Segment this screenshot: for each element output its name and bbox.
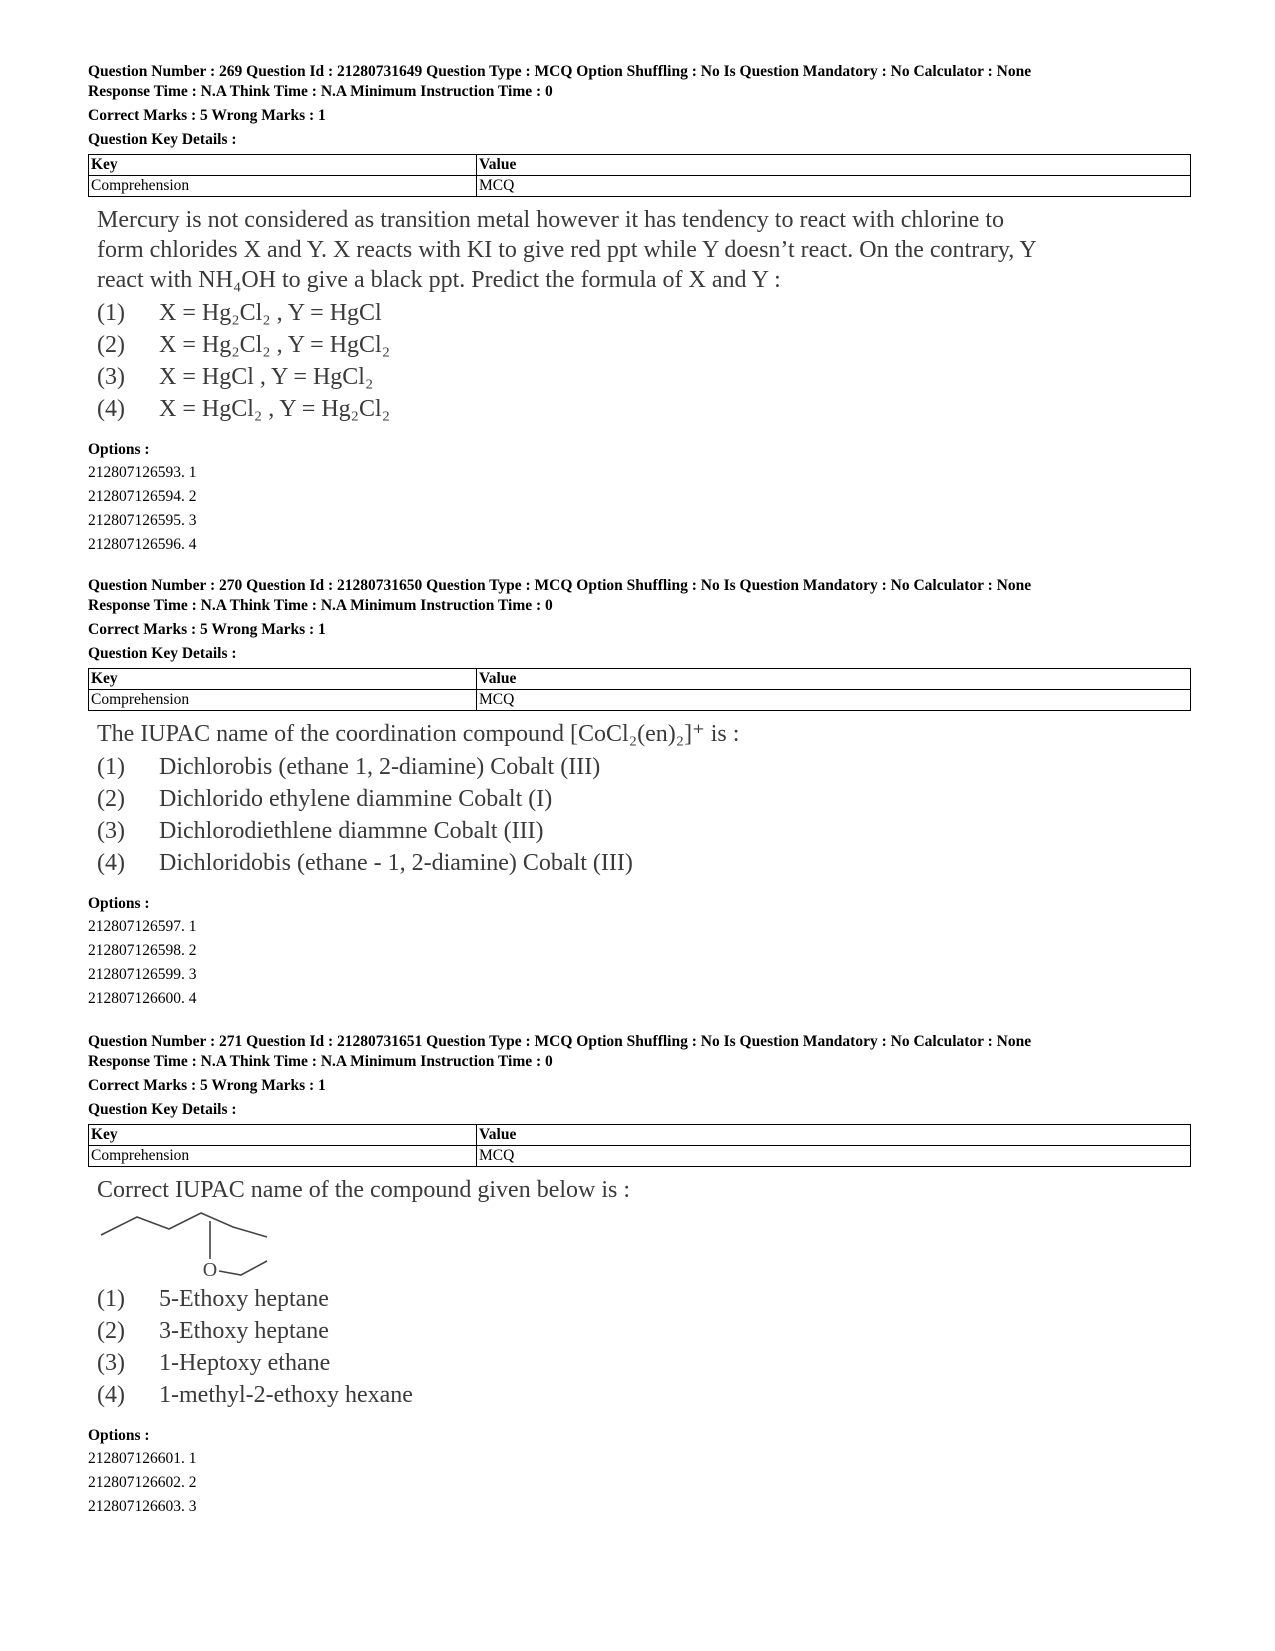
choice-number: (3) xyxy=(97,1350,125,1376)
option-item: 212807126603. 3 xyxy=(88,1498,197,1515)
option-item: 212807126599. 3 xyxy=(88,966,197,983)
option-item: 212807126594. 2 xyxy=(88,488,197,505)
option-item: 212807126593. 1 xyxy=(88,464,197,481)
choice-text: Dichloridobis (ethane - 1, 2-diamine) Cobalt (III) xyxy=(159,850,633,876)
table-header-row xyxy=(89,155,1191,176)
value-cell: MCQ xyxy=(477,1146,1191,1167)
ethyl-group xyxy=(219,1261,267,1275)
carbon-chain xyxy=(101,1213,267,1237)
question-header xyxy=(88,62,1188,150)
key-details-table xyxy=(88,1124,1191,1167)
answer-choices xyxy=(88,751,1188,879)
stem-line: form chlorides X and Y. X reacts with KI to give red ppt while Y doesn’t react. On the contrary, Y xyxy=(97,237,1037,263)
options-label: Options : xyxy=(88,895,150,912)
choice-number: (4) xyxy=(97,850,125,876)
marks-line: Correct Marks : 5 Wrong Marks : 1 xyxy=(88,1077,326,1094)
stem-line: The IUPAC name of the coordination compound [CoCl₂(en)₂]⁺ is : xyxy=(97,721,740,747)
option-item: 212807126602. 2 xyxy=(88,1474,197,1491)
option-item: 212807126597. 1 xyxy=(88,918,197,935)
value-header: Value xyxy=(477,669,1191,690)
choice-text: 1-Heptoxy ethane xyxy=(159,1350,331,1376)
option-item: 212807126596. 4 xyxy=(88,536,197,553)
choice-item xyxy=(97,847,1188,879)
answer-choices xyxy=(88,297,1188,425)
choice-number: (2) xyxy=(97,786,125,812)
choice-text: 1-methyl-2-ethoxy hexane xyxy=(159,1382,413,1408)
choice-item xyxy=(97,393,1188,425)
choice-item xyxy=(97,1379,1188,1411)
option-item: 212807126595. 3 xyxy=(88,512,197,529)
choice-item xyxy=(97,783,1188,815)
question-header xyxy=(88,576,1188,664)
question-stem xyxy=(88,1175,1197,1205)
question-meta-line1: Question Number : 269 Question Id : 21280731649 Question Type : MCQ Option Shuffling : No Is Question Mandatory : No Calculator : None xyxy=(88,63,1032,80)
choice-text: X = Hg₂Cl₂ , Y = HgCl xyxy=(159,300,382,326)
question-meta-line2: Response Time : N.A Think Time : N.A Minimum Instruction Time : 0 xyxy=(88,597,553,614)
choice-text: 5-Ethoxy heptane xyxy=(159,1286,329,1312)
choice-number: (4) xyxy=(97,396,125,422)
key-details-table xyxy=(88,154,1191,197)
key-details-label: Question Key Details : xyxy=(88,131,237,148)
value-cell: MCQ xyxy=(477,690,1191,711)
key-details-label: Question Key Details : xyxy=(88,1101,237,1118)
table-row xyxy=(89,690,1191,711)
table-row xyxy=(89,176,1191,197)
molecule-structure xyxy=(97,1209,287,1281)
key-header: Key xyxy=(89,155,477,176)
value-header: Value xyxy=(477,155,1191,176)
question-meta-line2: Response Time : N.A Think Time : N.A Minimum Instruction Time : 0 xyxy=(88,83,553,100)
question-block-269 xyxy=(88,62,1188,557)
question-block-271 xyxy=(88,1032,1188,1519)
option-item: 212807126600. 4 xyxy=(88,990,197,1007)
stem-line: Correct IUPAC name of the compound given below is : xyxy=(97,1177,631,1203)
choice-number: (1) xyxy=(97,300,125,326)
value-cell: MCQ xyxy=(477,176,1191,197)
choice-item xyxy=(97,1283,1188,1315)
table-header-row xyxy=(89,669,1191,690)
stem-line: react with NH₄OH to give a black ppt. Predict the formula of X and Y : xyxy=(97,267,781,293)
choice-text: X = HgCl , Y = HgCl₂ xyxy=(159,364,374,390)
choice-text: Dichlorodiethlene diammne Cobalt (III) xyxy=(159,818,544,844)
choice-text: Dichlorido ethylene diammine Cobalt (I) xyxy=(159,786,553,812)
oxygen-atom: O xyxy=(202,1259,218,1281)
choice-number: (3) xyxy=(97,364,125,390)
choice-item xyxy=(97,361,1188,393)
option-item: 212807126601. 1 xyxy=(88,1450,197,1467)
choice-text: Dichlorobis (ethane 1, 2-diamine) Cobalt (III) xyxy=(159,754,601,780)
options-label: Options : xyxy=(88,1427,150,1444)
question-header xyxy=(88,1032,1188,1120)
question-meta-line2: Response Time : N.A Think Time : N.A Minimum Instruction Time : 0 xyxy=(88,1053,553,1070)
choice-number: (2) xyxy=(97,1318,125,1344)
key-header: Key xyxy=(89,669,477,690)
key-cell: Comprehension xyxy=(89,690,477,711)
question-meta-line1: Question Number : 271 Question Id : 21280731651 Question Type : MCQ Option Shuffling : No Is Question Mandatory : No Calculator : None xyxy=(88,1033,1032,1050)
table-row xyxy=(89,1146,1191,1167)
choice-item xyxy=(97,1347,1188,1379)
choice-number: (3) xyxy=(97,818,125,844)
value-header: Value xyxy=(477,1125,1191,1146)
question-stem xyxy=(88,719,1197,749)
choice-item xyxy=(97,329,1188,361)
marks-line: Correct Marks : 5 Wrong Marks : 1 xyxy=(88,621,326,638)
key-header: Key xyxy=(89,1125,477,1146)
choice-number: (1) xyxy=(97,754,125,780)
question-block-270 xyxy=(88,576,1188,1011)
choice-number: (4) xyxy=(97,1382,125,1408)
choice-number: (1) xyxy=(97,1286,125,1312)
choice-number: (2) xyxy=(97,332,125,358)
key-details-label: Question Key Details : xyxy=(88,645,237,662)
choice-text: 3-Ethoxy heptane xyxy=(159,1318,329,1344)
key-cell: Comprehension xyxy=(89,1146,477,1167)
choice-item xyxy=(97,815,1188,847)
choice-item xyxy=(97,297,1188,329)
choice-text: X = Hg₂Cl₂ , Y = HgCl₂ xyxy=(159,332,391,358)
choice-item xyxy=(97,751,1188,783)
choice-text: X = HgCl₂ , Y = Hg₂Cl₂ xyxy=(159,396,391,422)
choice-item xyxy=(97,1315,1188,1347)
key-details-table xyxy=(88,668,1191,711)
answer-choices xyxy=(88,1283,1188,1411)
marks-line: Correct Marks : 5 Wrong Marks : 1 xyxy=(88,107,326,124)
question-stem xyxy=(88,205,1197,295)
option-item: 212807126598. 2 xyxy=(88,942,197,959)
options-label: Options : xyxy=(88,441,150,458)
table-header-row xyxy=(89,1125,1191,1146)
stem-line: Mercury is not considered as transition metal however it has tendency to react with chlorine to xyxy=(97,207,1005,233)
key-cell: Comprehension xyxy=(89,176,477,197)
question-meta-line1: Question Number : 270 Question Id : 21280731650 Question Type : MCQ Option Shuffling : No Is Question Mandatory : No Calculator : None xyxy=(88,577,1032,594)
